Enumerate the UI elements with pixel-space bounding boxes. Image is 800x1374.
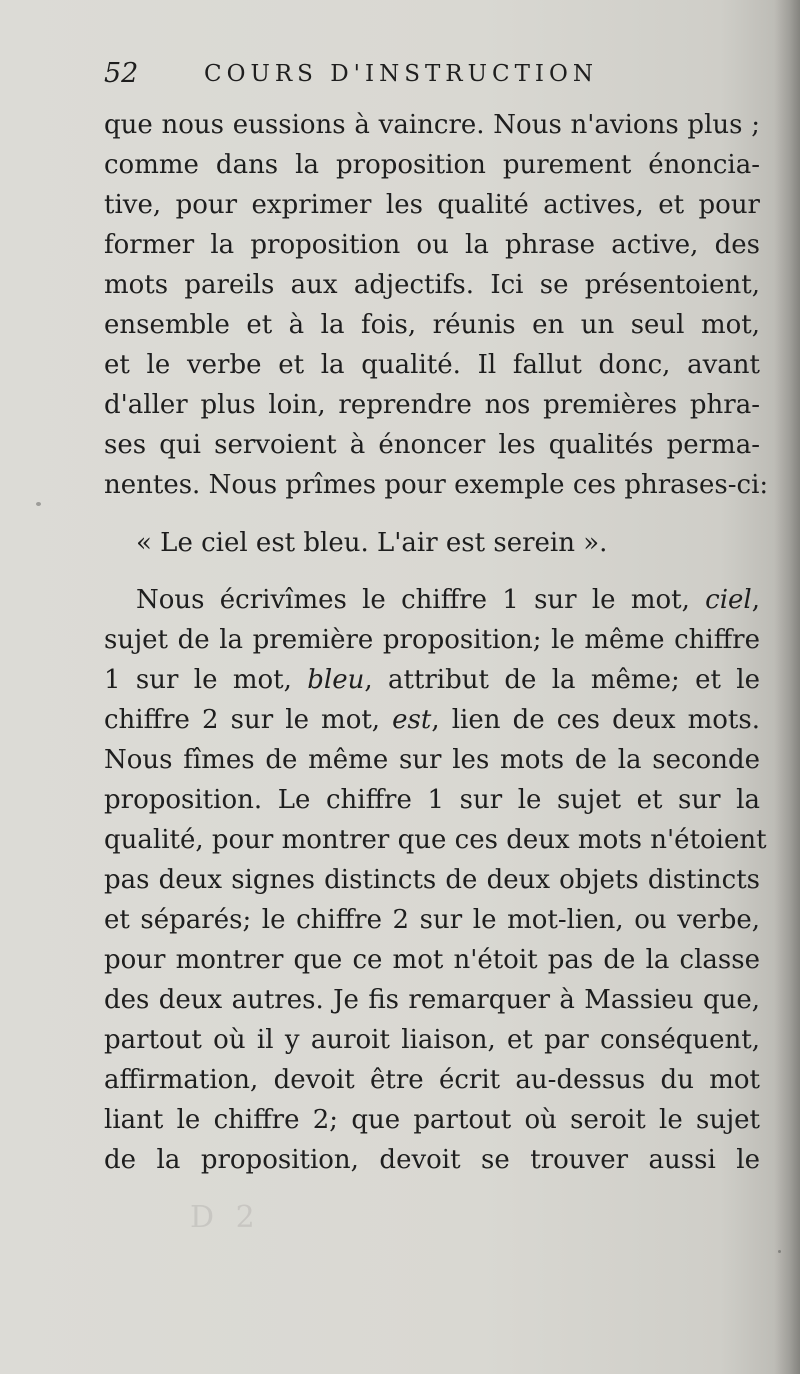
binding-shadow (774, 0, 800, 1374)
running-head: COURS D'INSTRUCTION (204, 61, 598, 87)
text-line: sujet de la première proposition; le même chiffre (104, 625, 760, 655)
text-line: Nous fîmes de même sur les mots de la seconde (104, 745, 760, 775)
text-line: qualité, pour montrer que ces deux mots n'étoient (104, 825, 767, 855)
text-line: Nous écrivîmes le chiffre 1 sur le mot, ciel, (136, 585, 760, 615)
text-line: et le verbe et la qualité. Il fallut donc, avant (104, 350, 760, 380)
text-line: que nous eussions à vaincre. Nous n'avions plus ; (104, 110, 760, 140)
text-line: pas deux signes distincts de deux objets distincts (104, 865, 760, 895)
quoted-example: « Le ciel est bleu. L'air est serein ». (136, 528, 608, 558)
text-line: pour montrer que ce mot n'étoit pas de la classe (104, 945, 760, 975)
text-line: des deux autres. Je fis remarquer à Massieu que, (104, 985, 760, 1015)
italic-word: ciel (705, 585, 752, 615)
text-line: liant le chiffre 2; que partout où seroit le sujet (104, 1105, 760, 1135)
text-line: chiffre 2 sur le mot, est, lien de ces deux mots. (104, 705, 760, 735)
paper-speck (778, 1250, 781, 1253)
text-line: former la proposition ou la phrase active, des (104, 230, 760, 260)
paper-speck (36, 502, 41, 506)
italic-word: bleu (307, 665, 365, 695)
page-number: 52 (104, 58, 139, 89)
text-line: comme dans la proposition purement énoncia- (104, 150, 760, 180)
text-line: ensemble et à la fois, réunis en un seul mot, (104, 310, 760, 340)
text-line: d'aller plus loin, reprendre nos premières phra- (104, 390, 760, 420)
text-line: affirmation, devoit être écrit au-dessus du mot (104, 1065, 760, 1095)
text-line: et séparés; le chiffre 2 sur le mot-lien, ou verbe, (104, 905, 760, 935)
text-line: nentes. Nous prîmes pour exemple ces phrases-ci: (104, 470, 769, 500)
text-line: 1 sur le mot, bleu, attribut de la même; et le (104, 665, 761, 695)
page-header (104, 54, 764, 94)
text-line: tive, pour exprimer les qualité actives, et pour (104, 190, 760, 220)
signature-mark: D 2 (190, 1200, 261, 1235)
text-line: partout où il y auroit liaison, et par conséquent, (104, 1025, 760, 1055)
text-line: proposition. Le chiffre 1 sur le sujet et sur la (104, 785, 760, 815)
text-line: ses qui servoient à énoncer les qualités perma- (104, 430, 760, 460)
text-line: de la proposition, devoit se trouver aussi le (104, 1145, 760, 1175)
italic-word: est (392, 705, 432, 735)
text-line: mots pareils aux adjectifs. Ici se présentoient, (104, 270, 760, 300)
